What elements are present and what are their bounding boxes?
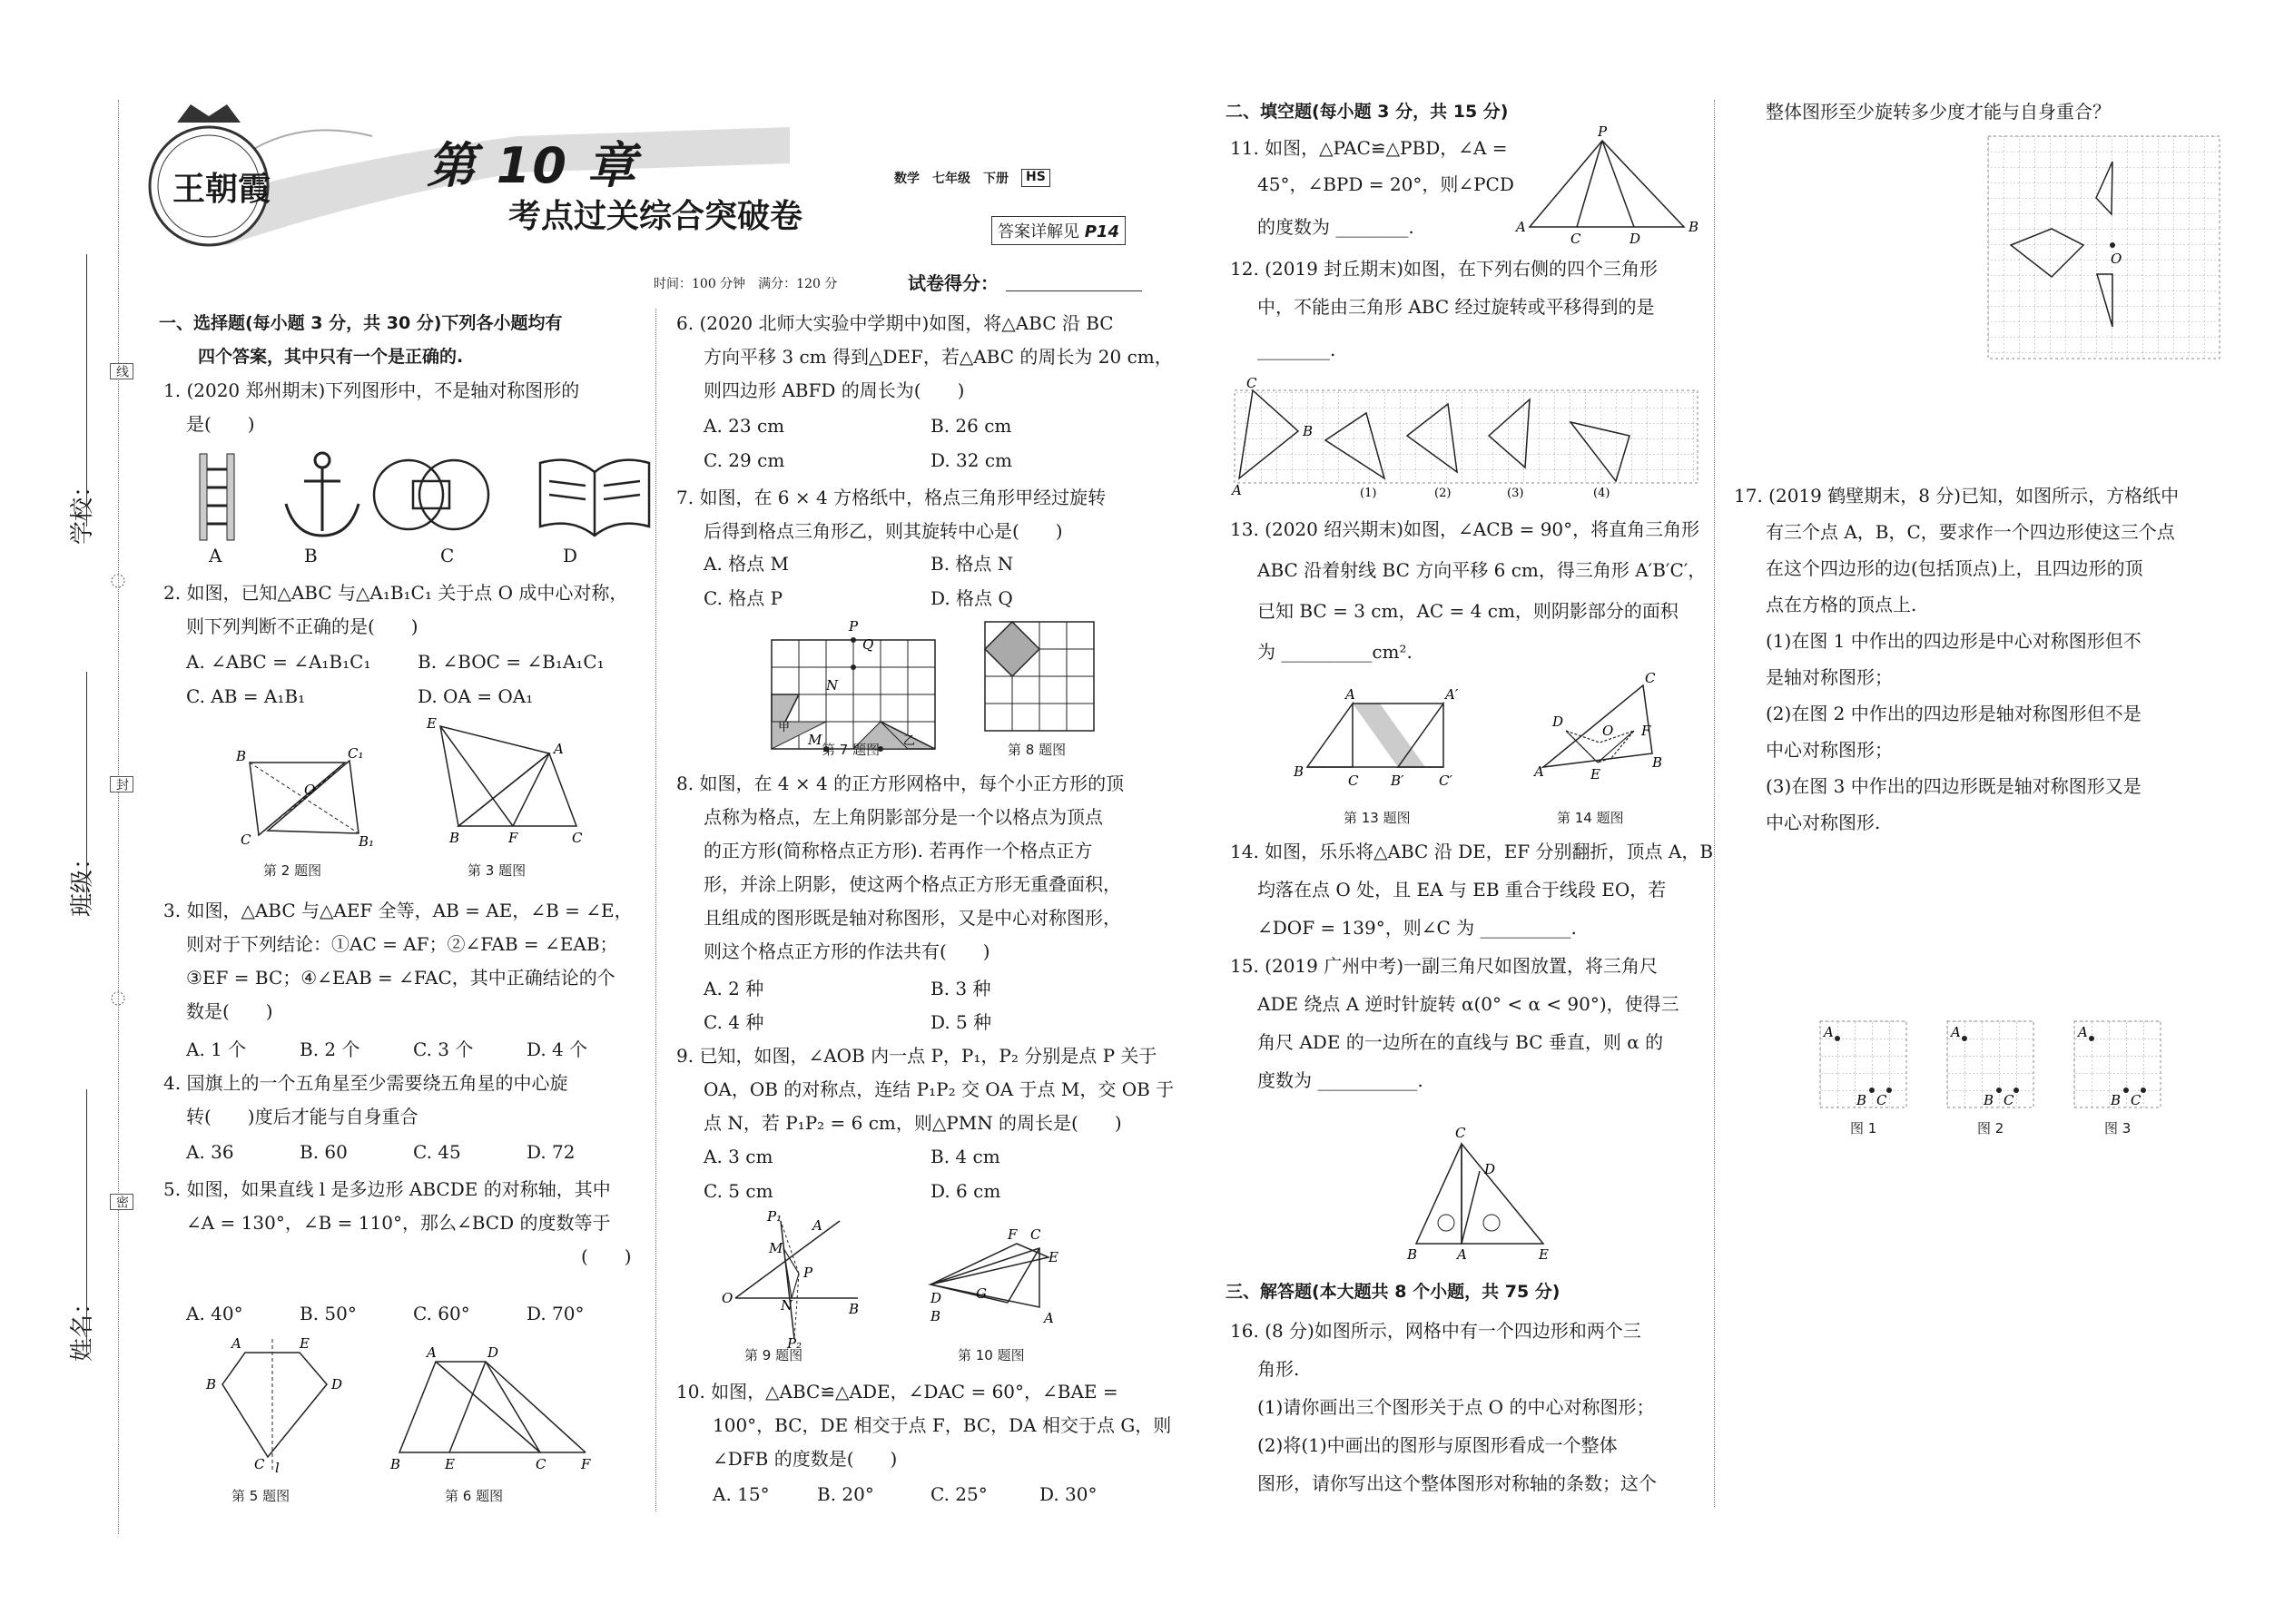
svg-text:E: E	[300, 1335, 310, 1352]
q5-text: 5. 如图，如果直线 l 是多边形 ABCDE 的对称轴，其中	[163, 1178, 611, 1200]
ladder-icon	[200, 454, 234, 540]
q3-text-2: 则对于下列结论：①AC = AF；②∠FAB = ∠EAB；	[186, 933, 618, 955]
q17-text-4: 点在方格的顶点上.	[1766, 594, 1917, 615]
q12-label-2: (2)	[1434, 487, 1452, 500]
q11-figure	[1511, 123, 1702, 247]
q11-text-3: 的度数为 ________.	[1257, 216, 1414, 238]
q9-figure-caption: 第 9 题图	[744, 1347, 803, 1363]
q1-label-b[interactable]: B	[304, 545, 318, 566]
q6-option-b[interactable]: B. 26 cm	[930, 415, 1012, 437]
svg-text:C: C	[2004, 1092, 2014, 1108]
q7-option-c[interactable]: C. 格点 P	[704, 587, 783, 609]
svg-text:N: N	[826, 677, 839, 694]
exam-meta: 时间：100 分钟 满分：120 分	[654, 277, 838, 291]
q8-option-c[interactable]: C. 4 种	[704, 1011, 764, 1033]
q7-figure	[767, 617, 949, 753]
q7-text: 7. 如图，在 6 × 4 方格纸中，格点三角形甲经过旋转	[676, 487, 1107, 508]
q13-text-3: 已知 BC = 3 cm，AC = 4 cm，则阴影部分的面积	[1257, 600, 1679, 622]
q17-text-7: (2)在图 2 中作出的四边形是轴对称图形但不是	[1766, 703, 2141, 724]
svg-text:C: C	[2131, 1092, 2141, 1108]
svg-text:B₁: B₁	[359, 833, 375, 850]
svg-text:P: P	[803, 1265, 813, 1281]
q10-text-3: ∠DFB 的度数是( )	[713, 1448, 898, 1470]
q2-option-a[interactable]: A. ∠ABC = ∠A₁B₁C₁	[186, 651, 371, 673]
svg-text:E: E	[1539, 1246, 1549, 1263]
q17-text-5: (1)在图 1 中作出的四边形是中心对称图形但不	[1766, 630, 2141, 652]
svg-text:A: A	[1951, 1024, 1961, 1040]
score-label: 试卷得分：	[908, 272, 999, 294]
tag-edition: HS	[1021, 169, 1050, 187]
svg-text:C′: C′	[1439, 773, 1452, 789]
section1-title: 一、选择题(每小题 3 分，共 30 分)下列各小题均有	[159, 313, 563, 333]
q14-figure	[1534, 672, 1679, 790]
q9-option-c[interactable]: C. 5 cm	[704, 1180, 773, 1202]
q8-figure	[980, 617, 1098, 735]
q5-figure	[204, 1334, 343, 1480]
svg-text:D: D	[930, 1290, 942, 1306]
q6-option-a[interactable]: A. 23 cm	[704, 415, 785, 437]
svg-text:B: B	[449, 830, 460, 846]
q17-text-3: 在这个四边形的边(包括顶点)上，且四边形的顶	[1766, 557, 2143, 579]
svg-text:C: C	[1348, 773, 1359, 789]
svg-text:A: A	[427, 1344, 437, 1361]
svg-text:A: A	[1534, 763, 1544, 780]
q17-text-6: 是轴对称图形；	[1766, 666, 1893, 688]
seal-mark-xian: 线	[110, 363, 133, 379]
q11-text: 11. 如图，△PAC≌△PBD，∠A =	[1230, 137, 1508, 159]
q13-figure-caption: 第 13 题图	[1344, 810, 1411, 826]
q16-text-3: (1)请你画出三个图形关于点 O 的中心对称图形；	[1257, 1396, 1655, 1418]
svg-text:O: O	[722, 1290, 733, 1306]
q9-option-b[interactable]: B. 4 cm	[930, 1146, 1000, 1167]
svg-text:B: B	[236, 748, 247, 764]
exam-title: 考点过关综合突破卷	[508, 198, 803, 235]
svg-text:F: F	[508, 830, 518, 846]
q9-figure	[722, 1208, 876, 1352]
q10-figure	[921, 1221, 1067, 1330]
svg-text:A: A	[812, 1217, 822, 1234]
svg-text:B: B	[1294, 763, 1305, 780]
svg-text:E: E	[1590, 766, 1600, 782]
q1-label-d[interactable]: D	[563, 545, 578, 566]
column-divider	[1714, 100, 1715, 1507]
svg-text:A′: A′	[1445, 686, 1459, 703]
svg-text:A: A	[1345, 686, 1355, 703]
q16-text-5: 图形，请你写出这个整体图形对称轴的条数；这个	[1257, 1472, 1657, 1494]
svg-text:F: F	[1008, 1226, 1018, 1243]
q5-option-b[interactable]: B. 50°	[300, 1303, 357, 1324]
q5-text-3: ( )	[581, 1245, 632, 1267]
q6-figure-caption: 第 6 题图	[445, 1488, 504, 1504]
q10-text-2: 100°，BC，DE 相交于点 F，BC，DA 相交于点 G，则	[713, 1414, 1172, 1436]
svg-text:B: B	[2111, 1092, 2122, 1108]
q17-text-9: (3)在图 3 中作出的四边形既是轴对称图形又是	[1766, 775, 2141, 797]
q3-text-3: ③EF = BC；④∠EAB = ∠FAC，其中正确结论的个	[186, 967, 615, 989]
q4-option-d[interactable]: D. 72	[527, 1141, 576, 1163]
q17-grid-2[interactable]	[1947, 1021, 2038, 1112]
q12-text-2: 中，不能由三角形 ABC 经过旋转或平移得到的是	[1257, 296, 1655, 318]
q9-option-a[interactable]: A. 3 cm	[704, 1146, 773, 1167]
q14-text: 14. 如图，乐乐将△ABC 沿 DE，EF 分别翻折，顶点 A，B	[1230, 841, 1714, 862]
punch-hole-icon	[109, 572, 127, 590]
q5-figure-caption: 第 5 题图	[231, 1488, 290, 1504]
tag-volume: 下册	[983, 172, 1009, 186]
q12-text: 12. (2019 封丘期末)如图，在下列右侧的四个三角形	[1230, 258, 1659, 280]
svg-text:P: P	[849, 618, 859, 635]
svg-text:A: A	[554, 741, 564, 757]
q3-figure-caption: 第 3 题图	[468, 862, 527, 879]
q16-text-2: 角形.	[1257, 1358, 1300, 1380]
q17-text: 17. (2019 鹤壁期末，8 分)已知，如图所示，方格纸中	[1734, 485, 2180, 507]
q16-text: 16. (8 分)如图所示，网格中有一个四边形和两个三	[1230, 1320, 1641, 1342]
q16-figure	[1988, 136, 2220, 359]
svg-text:C₁: C₁	[348, 745, 364, 762]
coin-icon	[374, 460, 488, 529]
q9-text: 9. 已知，如图，∠AOB 内一点 P，P₁，P₂ 分别是点 P 关于	[676, 1045, 1157, 1067]
q17-text-10: 中心对称图形.	[1766, 812, 1881, 833]
svg-text:D: D	[1552, 714, 1564, 730]
q17-caption-3: 图 3	[2104, 1120, 2132, 1137]
svg-text:B: B	[1689, 219, 1699, 235]
q6-text-3: 则四边形 ABFD 的周长为( )	[704, 379, 965, 401]
answer-ref-page: P14	[1084, 222, 1119, 241]
answer-reference[interactable]	[991, 216, 1126, 245]
svg-text:D: D	[1484, 1161, 1496, 1177]
q10-figure-caption: 第 10 题图	[958, 1347, 1025, 1363]
tag-subject: 数学	[894, 172, 920, 186]
svg-text:P₂: P₂	[787, 1335, 802, 1352]
q17-caption-1: 图 1	[1850, 1120, 1877, 1137]
q1-figures	[186, 449, 676, 549]
q12-figure	[1230, 375, 1702, 500]
q9-option-d[interactable]: D. 6 cm	[930, 1180, 1001, 1202]
q12-text-3: ________.	[1257, 339, 1336, 360]
q15-text: 15. (2019 广州中考)一副三角尺如图放置，将三角尺	[1230, 955, 1659, 977]
q3-option-c[interactable]: C. 3 个	[413, 1038, 474, 1060]
q8-text-3: 的正方形(简称格点正方形). 若再作一个格点正方	[704, 840, 1093, 861]
svg-text:M: M	[808, 732, 822, 748]
svg-text:C: C	[1030, 1226, 1041, 1243]
svg-text:E: E	[445, 1456, 455, 1472]
q5-option-a[interactable]: A. 40°	[186, 1303, 243, 1324]
svg-text:G: G	[976, 1285, 987, 1302]
q1-label-c[interactable]: C	[440, 545, 455, 566]
q8-text: 8. 如图，在 4 × 4 的正方形网格中，每个小正方形的顶	[676, 773, 1125, 794]
q7-text-2: 后得到格点三角形乙，则其旋转中心是( )	[704, 520, 1063, 542]
q6-text-2: 方向平移 3 cm 得到△DEF，若△ABC 的周长为 20 cm，	[704, 346, 1173, 368]
q3-option-d[interactable]: D. 4 个	[527, 1038, 588, 1060]
q3-text-4: 数是( )	[186, 1000, 273, 1022]
q8-option-b[interactable]: B. 3 种	[930, 978, 991, 999]
svg-text:P₁: P₁	[767, 1208, 783, 1225]
q8-text-4: 形，并涂上阴影，使这两个格点正方形无重叠面积，	[704, 873, 1121, 895]
q8-text-5: 且组成的图形既是轴对称图形，又是中心对称图形，	[704, 907, 1121, 929]
section3-title: 三、解答题(本大题共 8 个小题，共 75 分)	[1226, 1282, 1561, 1302]
q12-label-4: (4)	[1593, 487, 1610, 500]
section2-title: 二、填空题(每小题 3 分，共 15 分)	[1226, 102, 1509, 122]
column-divider	[655, 309, 656, 1511]
q14-text-2: 均落在点 O 处，且 EA 与 EB 重合于线段 EO，若	[1257, 879, 1667, 901]
svg-text:C: C	[241, 832, 251, 848]
svg-text:O: O	[1602, 723, 1614, 739]
q5-option-c[interactable]: C. 60°	[413, 1303, 470, 1324]
svg-text:A: A	[1824, 1024, 1834, 1040]
svg-text:B: B	[849, 1301, 860, 1317]
q8-text-2: 点称为格点，左上角阴影部分是一个以格点为顶点	[704, 806, 1103, 828]
q6-text: 6. (2020 北师大实验中学期中)如图，将△ABC 沿 BC	[676, 312, 1114, 334]
q17-caption-2: 图 2	[1977, 1120, 2004, 1137]
seal-mark-feng: 封	[110, 776, 133, 792]
score-field[interactable]	[1006, 290, 1142, 291]
q7-option-b[interactable]: B. 格点 N	[930, 553, 1014, 575]
q7-figure-caption: 第 7 题图	[822, 742, 881, 758]
school-field[interactable]	[86, 254, 87, 527]
svg-text:D: D	[487, 1344, 499, 1361]
svg-text:A: A	[2078, 1024, 2088, 1040]
q7-option-a[interactable]: A. 格点 M	[704, 553, 789, 575]
q17-grid-1[interactable]	[1820, 1021, 1911, 1112]
q3-option-a[interactable]: A. 1 个	[186, 1038, 247, 1060]
svg-text:P: P	[1598, 123, 1608, 140]
q13-text: 13. (2020 绍兴期末)如图，∠ACB = 90°，将直角三角形	[1230, 518, 1700, 540]
svg-text:C: C	[1246, 375, 1257, 391]
svg-text:A: A	[1516, 219, 1526, 235]
svg-text:E: E	[1049, 1249, 1058, 1265]
q2-figure	[231, 744, 386, 853]
svg-text:C: C	[536, 1456, 546, 1472]
q2-option-d[interactable]: D. OA = OA₁	[418, 685, 534, 707]
chapter-title: 第 10 章	[427, 137, 638, 194]
svg-text:F: F	[1641, 723, 1651, 739]
q15-text-2: ADE 绕点 A 逆时针旋转 α(0° < α < 90°)，使得三	[1257, 993, 1679, 1015]
q3-text: 3. 如图，△ABC 与△AEF 全等，AB = AE，∠B = ∠E，	[163, 900, 633, 921]
q6-option-d[interactable]: D. 32 cm	[930, 449, 1013, 471]
q14-figure-caption: 第 14 题图	[1557, 810, 1624, 826]
q1-label-a[interactable]: A	[209, 545, 222, 566]
q8-figure-caption: 第 8 题图	[1008, 742, 1067, 758]
q2-figure-caption: 第 2 题图	[263, 862, 322, 879]
q13-figure	[1289, 685, 1471, 794]
q9-text-2: OA，OB 的对称点，连结 P₁P₂ 交 OA 于点 M，交 OB 于	[704, 1078, 1175, 1100]
q7-jia-label: 甲	[778, 721, 791, 734]
svg-text:D: D	[1629, 231, 1641, 247]
svg-text:C: C	[572, 830, 583, 846]
q6-figure	[386, 1343, 595, 1471]
q2-option-c[interactable]: C. AB = A₁B₁	[186, 685, 306, 707]
q13-text-4: 为 __________cm².	[1257, 641, 1413, 663]
q7-yi-label: 乙	[903, 734, 916, 748]
svg-text:B: B	[1407, 1246, 1418, 1263]
q3-option-b[interactable]: B. 2 个	[300, 1038, 360, 1060]
svg-text:F: F	[581, 1456, 591, 1472]
q8-option-a[interactable]: A. 2 种	[704, 978, 764, 999]
section1-title-cont: 四个答案，其中只有一个是正确的.	[198, 347, 464, 367]
svg-text:B′: B′	[1391, 773, 1404, 789]
q16-text-4: (2)将(1)中画出的图形与原图形看成一个整体	[1257, 1434, 1618, 1456]
svg-text:A: A	[231, 1335, 241, 1352]
q4-text-cont: 转( )度后才能与自身重合	[186, 1106, 418, 1127]
svg-text:C: C	[1876, 1092, 1887, 1108]
svg-text:A: A	[1232, 482, 1242, 498]
q6-option-c[interactable]: C. 29 cm	[704, 449, 785, 471]
svg-text:O: O	[304, 782, 316, 798]
q8-option-d[interactable]: D. 5 种	[930, 1011, 992, 1033]
svg-text:C: C	[1645, 670, 1656, 686]
q10-option-d[interactable]: D. 30°	[1039, 1483, 1098, 1505]
q17-text-8: 中心对称图形；	[1766, 739, 1893, 761]
q2-text-cont: 则下列判断不正确的是( )	[186, 615, 418, 637]
anchor-icon	[286, 453, 359, 536]
q15-text-4: 度数为 ___________.	[1257, 1069, 1423, 1091]
name-field[interactable]	[86, 1089, 87, 1353]
q10-text: 10. 如图，△ABC≌△ADE，∠DAC = 60°，∠BAE =	[676, 1381, 1118, 1403]
svg-text:D: D	[331, 1376, 343, 1393]
answer-ref-label: 答案详解见	[998, 222, 1079, 241]
q15-figure	[1403, 1121, 1557, 1266]
svg-text:C: C	[1570, 231, 1581, 247]
q4-text: 4. 国旗上的一个五角星至少需要绕五角星的中心旋	[163, 1072, 568, 1094]
svg-text:C: C	[1455, 1125, 1466, 1141]
q11-text-2: 45°，∠BPD = 20°，则∠PCD	[1257, 173, 1514, 195]
class-field[interactable]	[86, 672, 87, 908]
q4-option-a[interactable]: A. 36	[186, 1141, 234, 1163]
q4-option-c[interactable]: C. 45	[413, 1141, 461, 1163]
subject-tags	[894, 169, 1050, 187]
svg-text:B: B	[1984, 1092, 1994, 1108]
svg-text:M: M	[769, 1240, 783, 1256]
q12-label-1: (1)	[1360, 487, 1377, 500]
svg-text:B: B	[1856, 1092, 1867, 1108]
name-label: 姓名：	[69, 1290, 96, 1362]
brand-logo-text: 王朝霞	[172, 170, 271, 208]
svg-text:B: B	[206, 1376, 217, 1393]
q16-text-6: 整体图形至少旋转多少度才能与自身重合？	[1766, 101, 2111, 123]
q14-text-3: ∠DOF = 139°，则∠C 为 __________.	[1257, 917, 1577, 939]
q9-text-3: 点 N，若 P₁P₂ = 6 cm，则△PMN 的周长是( )	[704, 1112, 1122, 1134]
svg-text:A: A	[1044, 1310, 1054, 1326]
class-label: 班级：	[69, 845, 96, 917]
q17-text-2: 有三个点 A，B，C，要求作一个四边形使这三个点	[1766, 521, 2175, 543]
q12-label-3: (3)	[1507, 487, 1524, 500]
q4-option-b[interactable]: B. 60	[300, 1141, 348, 1163]
q10-option-a[interactable]: A. 15°	[713, 1483, 770, 1505]
svg-text:C: C	[254, 1456, 265, 1472]
q10-option-c[interactable]: C. 25°	[930, 1483, 988, 1505]
q5-option-d[interactable]: D. 70°	[527, 1303, 585, 1324]
svg-text:B: B	[930, 1308, 941, 1324]
q8-text-6: 则这个格点正方形的作法共有( )	[704, 940, 990, 962]
q5-text-2: ∠A = 130°，∠B = 110°，那么∠BCD 的度数等于	[186, 1212, 611, 1234]
cut-line	[118, 100, 119, 1534]
q2-option-b[interactable]: B. ∠BOC = ∠B₁A₁C₁	[418, 651, 605, 673]
svg-text:A: A	[1457, 1246, 1467, 1263]
svg-text:B: B	[1652, 754, 1663, 771]
punch-hole-icon	[109, 989, 127, 1008]
svg-text:N: N	[781, 1297, 793, 1314]
svg-text:O: O	[2111, 251, 2122, 267]
svg-text:B: B	[1303, 423, 1314, 439]
school-label: 学校：	[69, 473, 96, 545]
q7-option-d[interactable]: D. 格点 Q	[930, 587, 1013, 609]
q1-text-cont: 是( )	[186, 413, 255, 435]
svg-text:B: B	[390, 1456, 401, 1472]
tag-grade: 七年级	[932, 172, 970, 186]
q17-grid-3[interactable]	[2074, 1021, 2165, 1112]
q10-option-b[interactable]: B. 20°	[817, 1483, 874, 1505]
svg-text:l: l	[275, 1460, 280, 1476]
q1-text: 1. (2020 郑州期末)下列图形中，不是轴对称图形的	[163, 379, 580, 401]
svg-text:Q: Q	[862, 636, 874, 653]
q2-text: 2. 如图，已知△ABC 与△A₁B₁C₁ 关于点 O 成中心对称，	[163, 582, 628, 604]
q15-text-3: 角尺 ADE 的一边所在的直线与 BC 垂直，则 α 的	[1257, 1031, 1664, 1053]
q13-text-2: ABC 沿着射线 BC 方向平移 6 cm，得三角形 A′B′C′，	[1257, 559, 1707, 581]
q3-figure	[422, 717, 604, 844]
seal-mark-mi: 密	[110, 1194, 133, 1210]
book-icon	[540, 460, 649, 536]
svg-text:E: E	[427, 715, 437, 732]
